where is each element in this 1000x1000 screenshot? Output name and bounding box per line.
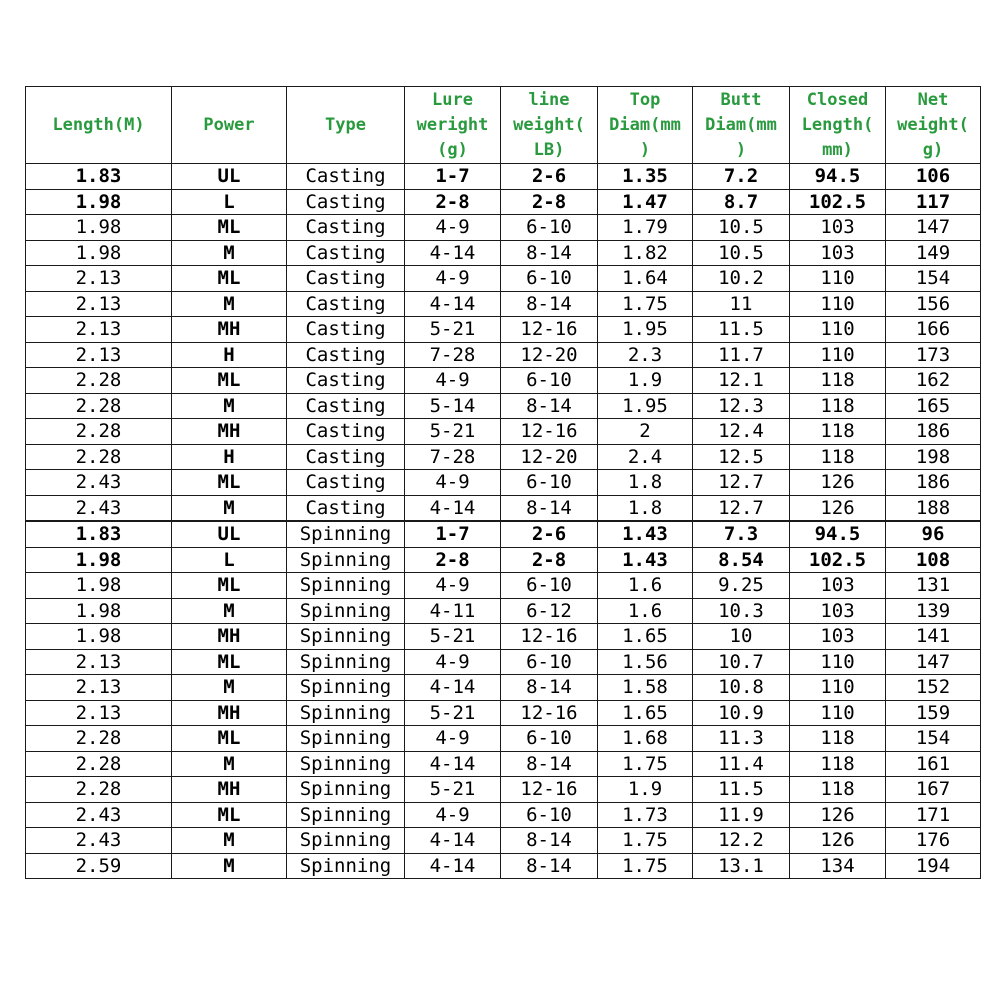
- table-row: [26, 828, 981, 854]
- cell-net-weight: 166: [886, 317, 981, 343]
- cell-net-weight: 194: [886, 853, 981, 879]
- cell-net-weight: 152: [886, 675, 981, 701]
- cell-net-weight: 147: [886, 215, 981, 241]
- cell-butt-diam: 11.5: [693, 777, 790, 803]
- cell-butt-diam: 10.8: [693, 675, 790, 701]
- cell-length: 1.98: [26, 573, 172, 599]
- table-row: [26, 342, 981, 368]
- cell-power: M: [172, 828, 287, 854]
- cell-lure-weight: 4-14: [405, 291, 501, 317]
- cell-length: 1.98: [26, 598, 172, 624]
- cell-type: Spinning: [287, 751, 405, 777]
- cell-type: Spinning: [287, 802, 405, 828]
- cell-closed-length: 118: [790, 419, 886, 445]
- cell-top-diam: 1.8: [598, 470, 693, 496]
- cell-top-diam: 2: [598, 419, 693, 445]
- cell-closed-length: 103: [790, 624, 886, 650]
- cell-top-diam: 1.6: [598, 598, 693, 624]
- cell-net-weight: 117: [886, 189, 981, 215]
- cell-lure-weight: 4-9: [405, 573, 501, 599]
- cell-length: 2.13: [26, 317, 172, 343]
- cell-power: H: [172, 342, 287, 368]
- cell-lure-weight: 1-7: [405, 164, 501, 190]
- cell-net-weight: 156: [886, 291, 981, 317]
- table-row: [26, 547, 981, 573]
- cell-closed-length: 118: [790, 726, 886, 752]
- cell-type: Spinning: [287, 649, 405, 675]
- cell-top-diam: 1.79: [598, 215, 693, 241]
- table-row: [26, 266, 981, 292]
- cell-line-weight: 12-16: [501, 700, 598, 726]
- table-row: [26, 393, 981, 419]
- cell-length: 2.28: [26, 419, 172, 445]
- cell-line-weight: 12-16: [501, 419, 598, 445]
- cell-power: M: [172, 751, 287, 777]
- cell-butt-diam: 12.4: [693, 419, 790, 445]
- cell-closed-length: 126: [790, 828, 886, 854]
- cell-power: M: [172, 598, 287, 624]
- cell-line-weight: 6-10: [501, 649, 598, 675]
- cell-line-weight: 6-10: [501, 266, 598, 292]
- cell-lure-weight: 7-28: [405, 342, 501, 368]
- header-top-diam: Top Diam(mm ): [598, 87, 693, 164]
- cell-type: Casting: [287, 240, 405, 266]
- header-power: Power: [172, 87, 287, 164]
- cell-top-diam: 1.35: [598, 164, 693, 190]
- cell-type: Casting: [287, 215, 405, 241]
- cell-closed-length: 118: [790, 368, 886, 394]
- cell-butt-diam: 10.3: [693, 598, 790, 624]
- cell-top-diam: 1.9: [598, 777, 693, 803]
- cell-net-weight: 106: [886, 164, 981, 190]
- cell-line-weight: 2-6: [501, 521, 598, 547]
- cell-butt-diam: 7.3: [693, 521, 790, 547]
- cell-closed-length: 102.5: [790, 189, 886, 215]
- cell-length: 1.98: [26, 624, 172, 650]
- cell-top-diam: 2.4: [598, 444, 693, 470]
- rod-spec-table: [25, 86, 981, 879]
- cell-closed-length: 110: [790, 649, 886, 675]
- cell-butt-diam: 10.9: [693, 700, 790, 726]
- cell-net-weight: 149: [886, 240, 981, 266]
- cell-lure-weight: 4-9: [405, 649, 501, 675]
- header-butt-diam: Butt Diam(mm ): [693, 87, 790, 164]
- cell-butt-diam: 11.7: [693, 342, 790, 368]
- cell-type: Spinning: [287, 828, 405, 854]
- cell-net-weight: 108: [886, 547, 981, 573]
- cell-type: Casting: [287, 266, 405, 292]
- cell-length: 1.98: [26, 547, 172, 573]
- cell-closed-length: 103: [790, 598, 886, 624]
- cell-net-weight: 171: [886, 802, 981, 828]
- cell-length: 2.13: [26, 266, 172, 292]
- cell-length: 2.13: [26, 649, 172, 675]
- table-row: [26, 495, 981, 521]
- cell-power: ML: [172, 368, 287, 394]
- cell-line-weight: 6-10: [501, 215, 598, 241]
- cell-net-weight: 198: [886, 444, 981, 470]
- cell-line-weight: 2-6: [501, 164, 598, 190]
- cell-length: 2.43: [26, 828, 172, 854]
- cell-length: 2.43: [26, 470, 172, 496]
- cell-butt-diam: 10.7: [693, 649, 790, 675]
- header-length: Length(M): [26, 87, 172, 164]
- cell-type: Spinning: [287, 573, 405, 599]
- cell-top-diam: 1.47: [598, 189, 693, 215]
- cell-length: 2.28: [26, 726, 172, 752]
- cell-line-weight: 12-20: [501, 342, 598, 368]
- cell-net-weight: 141: [886, 624, 981, 650]
- cell-net-weight: 154: [886, 266, 981, 292]
- cell-lure-weight: 5-14: [405, 393, 501, 419]
- cell-butt-diam: 8.7: [693, 189, 790, 215]
- table-row: [26, 368, 981, 394]
- cell-type: Casting: [287, 368, 405, 394]
- cell-line-weight: 12-16: [501, 317, 598, 343]
- cell-power: MH: [172, 419, 287, 445]
- table-row: [26, 751, 981, 777]
- cell-power: M: [172, 853, 287, 879]
- table-row: [26, 240, 981, 266]
- cell-net-weight: 186: [886, 470, 981, 496]
- cell-closed-length: 103: [790, 240, 886, 266]
- cell-line-weight: 8-14: [501, 393, 598, 419]
- cell-net-weight: 173: [886, 342, 981, 368]
- cell-top-diam: 1.75: [598, 853, 693, 879]
- cell-line-weight: 8-14: [501, 240, 598, 266]
- table-row: [26, 675, 981, 701]
- cell-net-weight: 165: [886, 393, 981, 419]
- cell-power: MH: [172, 777, 287, 803]
- cell-closed-length: 110: [790, 266, 886, 292]
- cell-lure-weight: 4-9: [405, 470, 501, 496]
- cell-butt-diam: 10.5: [693, 240, 790, 266]
- table-row: [26, 164, 981, 190]
- cell-butt-diam: 12.7: [693, 470, 790, 496]
- cell-closed-length: 110: [790, 291, 886, 317]
- cell-line-weight: 6-10: [501, 573, 598, 599]
- cell-length: 2.13: [26, 700, 172, 726]
- cell-closed-length: 102.5: [790, 547, 886, 573]
- cell-power: H: [172, 444, 287, 470]
- cell-line-weight: 12-16: [501, 777, 598, 803]
- cell-butt-diam: 9.25: [693, 573, 790, 599]
- table-row: [26, 419, 981, 445]
- cell-power: M: [172, 675, 287, 701]
- cell-closed-length: 134: [790, 853, 886, 879]
- cell-length: 2.43: [26, 802, 172, 828]
- cell-lure-weight: 5-21: [405, 419, 501, 445]
- cell-length: 1.83: [26, 521, 172, 547]
- cell-top-diam: 1.68: [598, 726, 693, 752]
- cell-length: 2.28: [26, 444, 172, 470]
- cell-net-weight: 176: [886, 828, 981, 854]
- cell-closed-length: 126: [790, 495, 886, 521]
- cell-line-weight: 8-14: [501, 675, 598, 701]
- cell-power: MH: [172, 700, 287, 726]
- cell-line-weight: 2-8: [501, 547, 598, 573]
- cell-line-weight: 6-12: [501, 598, 598, 624]
- cell-length: 1.98: [26, 215, 172, 241]
- cell-lure-weight: 4-9: [405, 368, 501, 394]
- table-row: [26, 317, 981, 343]
- cell-closed-length: 110: [790, 317, 886, 343]
- cell-lure-weight: 4-14: [405, 853, 501, 879]
- cell-power: ML: [172, 215, 287, 241]
- table-row: [26, 700, 981, 726]
- cell-line-weight: 6-10: [501, 726, 598, 752]
- cell-lure-weight: 4-9: [405, 266, 501, 292]
- cell-top-diam: 1.95: [598, 317, 693, 343]
- cell-lure-weight: 2-8: [405, 189, 501, 215]
- cell-closed-length: 110: [790, 675, 886, 701]
- cell-length: 2.28: [26, 751, 172, 777]
- cell-net-weight: 162: [886, 368, 981, 394]
- cell-length: 1.98: [26, 189, 172, 215]
- cell-closed-length: 103: [790, 573, 886, 599]
- cell-length: 2.28: [26, 368, 172, 394]
- cell-top-diam: 2.3: [598, 342, 693, 368]
- cell-power: M: [172, 240, 287, 266]
- cell-butt-diam: 10: [693, 624, 790, 650]
- cell-length: 2.28: [26, 393, 172, 419]
- cell-lure-weight: 5-21: [405, 777, 501, 803]
- cell-closed-length: 94.5: [790, 521, 886, 547]
- cell-type: Spinning: [287, 675, 405, 701]
- cell-line-weight: 6-10: [501, 470, 598, 496]
- cell-power: ML: [172, 266, 287, 292]
- cell-top-diam: 1.65: [598, 700, 693, 726]
- cell-type: Casting: [287, 317, 405, 343]
- cell-top-diam: 1.75: [598, 751, 693, 777]
- header-line-weight: line weight( LB): [501, 87, 598, 164]
- cell-net-weight: 186: [886, 419, 981, 445]
- cell-power: L: [172, 189, 287, 215]
- cell-power: MH: [172, 317, 287, 343]
- header-closed-length: Closed Length( mm): [790, 87, 886, 164]
- cell-power: ML: [172, 649, 287, 675]
- cell-butt-diam: 11.4: [693, 751, 790, 777]
- cell-butt-diam: 11: [693, 291, 790, 317]
- cell-power: M: [172, 291, 287, 317]
- cell-line-weight: 8-14: [501, 751, 598, 777]
- cell-length: 2.13: [26, 675, 172, 701]
- cell-butt-diam: 10.2: [693, 266, 790, 292]
- cell-net-weight: 147: [886, 649, 981, 675]
- cell-power: ML: [172, 802, 287, 828]
- header-lure-weight: Lure weright (g): [405, 87, 501, 164]
- cell-lure-weight: 4-9: [405, 802, 501, 828]
- cell-top-diam: 1.65: [598, 624, 693, 650]
- cell-lure-weight: 4-9: [405, 215, 501, 241]
- cell-top-diam: 1.64: [598, 266, 693, 292]
- cell-power: MH: [172, 624, 287, 650]
- cell-type: Casting: [287, 495, 405, 521]
- cell-lure-weight: 7-28: [405, 444, 501, 470]
- cell-type: Spinning: [287, 521, 405, 547]
- cell-closed-length: 118: [790, 751, 886, 777]
- cell-net-weight: 159: [886, 700, 981, 726]
- cell-top-diam: 1.43: [598, 521, 693, 547]
- cell-type: Spinning: [287, 777, 405, 803]
- cell-type: Casting: [287, 419, 405, 445]
- cell-closed-length: 118: [790, 777, 886, 803]
- cell-power: UL: [172, 521, 287, 547]
- cell-closed-length: 110: [790, 342, 886, 368]
- cell-type: Spinning: [287, 700, 405, 726]
- table-row: [26, 853, 981, 879]
- cell-type: Spinning: [287, 547, 405, 573]
- cell-line-weight: 8-14: [501, 495, 598, 521]
- cell-net-weight: 188: [886, 495, 981, 521]
- cell-butt-diam: 12.5: [693, 444, 790, 470]
- cell-type: Casting: [287, 291, 405, 317]
- cell-type: Spinning: [287, 624, 405, 650]
- table-row: [26, 470, 981, 496]
- header-type: Type: [287, 87, 405, 164]
- table-row: [26, 598, 981, 624]
- table-row: [26, 189, 981, 215]
- cell-length: 2.43: [26, 495, 172, 521]
- cell-length: 2.28: [26, 777, 172, 803]
- cell-length: 1.83: [26, 164, 172, 190]
- cell-type: Casting: [287, 342, 405, 368]
- cell-power: L: [172, 547, 287, 573]
- table-row: [26, 802, 981, 828]
- cell-top-diam: 1.8: [598, 495, 693, 521]
- cell-type: Spinning: [287, 853, 405, 879]
- cell-top-diam: 1.43: [598, 547, 693, 573]
- cell-line-weight: 8-14: [501, 828, 598, 854]
- cell-line-weight: 8-14: [501, 853, 598, 879]
- cell-lure-weight: 4-14: [405, 495, 501, 521]
- cell-type: Casting: [287, 444, 405, 470]
- cell-line-weight: 8-14: [501, 291, 598, 317]
- cell-closed-length: 94.5: [790, 164, 886, 190]
- table-row: [26, 291, 981, 317]
- cell-power: M: [172, 393, 287, 419]
- cell-lure-weight: 5-21: [405, 624, 501, 650]
- cell-top-diam: 1.73: [598, 802, 693, 828]
- cell-butt-diam: 13.1: [693, 853, 790, 879]
- cell-type: Spinning: [287, 726, 405, 752]
- cell-type: Casting: [287, 393, 405, 419]
- cell-closed-length: 118: [790, 444, 886, 470]
- cell-top-diam: 1.9: [598, 368, 693, 394]
- cell-type: Casting: [287, 189, 405, 215]
- cell-butt-diam: 11.5: [693, 317, 790, 343]
- cell-power: UL: [172, 164, 287, 190]
- cell-net-weight: 161: [886, 751, 981, 777]
- table-row: [26, 521, 981, 547]
- cell-net-weight: 139: [886, 598, 981, 624]
- table-row: [26, 777, 981, 803]
- cell-power: M: [172, 495, 287, 521]
- cell-butt-diam: 8.54: [693, 547, 790, 573]
- cell-net-weight: 131: [886, 573, 981, 599]
- cell-butt-diam: 10.5: [693, 215, 790, 241]
- cell-length: 2.13: [26, 342, 172, 368]
- cell-closed-length: 126: [790, 470, 886, 496]
- cell-power: ML: [172, 470, 287, 496]
- cell-butt-diam: 7.2: [693, 164, 790, 190]
- cell-line-weight: 6-10: [501, 368, 598, 394]
- cell-lure-weight: 4-14: [405, 240, 501, 266]
- cell-butt-diam: 12.2: [693, 828, 790, 854]
- cell-lure-weight: 4-9: [405, 726, 501, 752]
- cell-net-weight: 96: [886, 521, 981, 547]
- header-row: [26, 87, 981, 164]
- table-row: [26, 649, 981, 675]
- cell-lure-weight: 4-11: [405, 598, 501, 624]
- cell-butt-diam: 11.3: [693, 726, 790, 752]
- cell-type: Spinning: [287, 598, 405, 624]
- cell-line-weight: 2-8: [501, 189, 598, 215]
- cell-lure-weight: 4-14: [405, 751, 501, 777]
- cell-net-weight: 154: [886, 726, 981, 752]
- cell-line-weight: 12-16: [501, 624, 598, 650]
- table-row: [26, 215, 981, 241]
- cell-top-diam: 1.75: [598, 291, 693, 317]
- cell-butt-diam: 11.9: [693, 802, 790, 828]
- cell-closed-length: 110: [790, 700, 886, 726]
- cell-top-diam: 1.6: [598, 573, 693, 599]
- cell-top-diam: 1.56: [598, 649, 693, 675]
- table-row: [26, 444, 981, 470]
- cell-butt-diam: 12.3: [693, 393, 790, 419]
- cell-net-weight: 167: [886, 777, 981, 803]
- cell-type: Casting: [287, 164, 405, 190]
- cell-butt-diam: 12.1: [693, 368, 790, 394]
- cell-butt-diam: 12.7: [693, 495, 790, 521]
- cell-top-diam: 1.58: [598, 675, 693, 701]
- cell-lure-weight: 5-21: [405, 700, 501, 726]
- cell-line-weight: 6-10: [501, 802, 598, 828]
- cell-lure-weight: 4-14: [405, 675, 501, 701]
- cell-lure-weight: 1-7: [405, 521, 501, 547]
- table-row: [26, 726, 981, 752]
- table-row: [26, 573, 981, 599]
- cell-power: ML: [172, 726, 287, 752]
- cell-top-diam: 1.95: [598, 393, 693, 419]
- cell-lure-weight: 4-14: [405, 828, 501, 854]
- cell-top-diam: 1.82: [598, 240, 693, 266]
- table-row: [26, 624, 981, 650]
- cell-lure-weight: 5-21: [405, 317, 501, 343]
- cell-closed-length: 103: [790, 215, 886, 241]
- header-net-weight: Net weight( g): [886, 87, 981, 164]
- cell-line-weight: 12-20: [501, 444, 598, 470]
- cell-length: 2.13: [26, 291, 172, 317]
- cell-closed-length: 126: [790, 802, 886, 828]
- cell-type: Casting: [287, 470, 405, 496]
- cell-top-diam: 1.75: [598, 828, 693, 854]
- cell-length: 2.59: [26, 853, 172, 879]
- cell-lure-weight: 2-8: [405, 547, 501, 573]
- cell-power: ML: [172, 573, 287, 599]
- cell-length: 1.98: [26, 240, 172, 266]
- cell-closed-length: 118: [790, 393, 886, 419]
